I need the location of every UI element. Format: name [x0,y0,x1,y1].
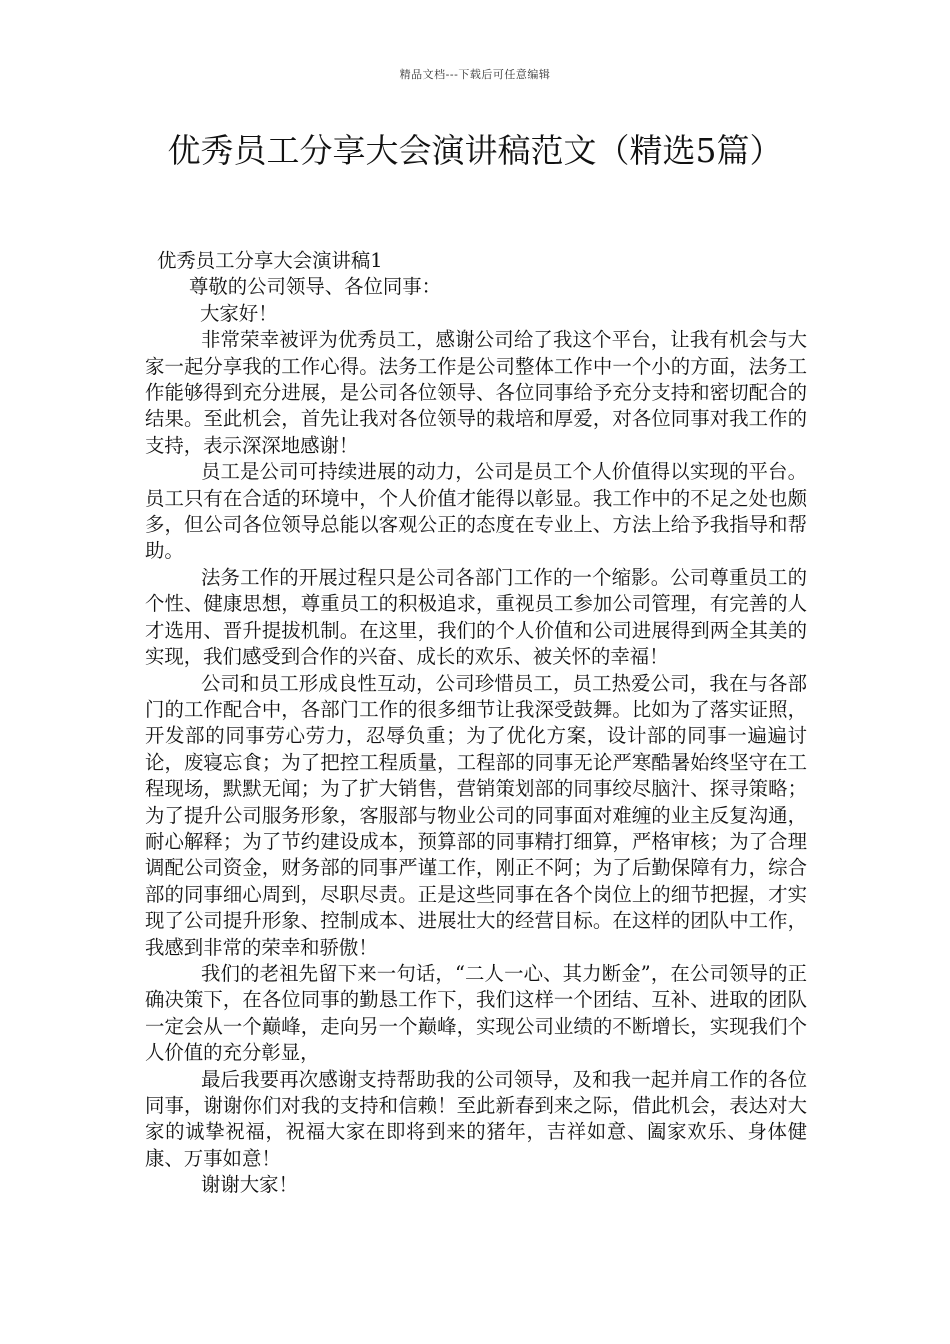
body-paragraph: 我们的老祖先留下来一句话，“二人一心、其力断金”，在公司领导的正确决策下，在各位同事的勤恳工作下，我们这样一个团结、互补、进取的团队一定会从一个巅峰，走向另一个巅峰，实现公司业绩的不断增长，实现我们个人价值的充分彰显， [145,961,807,1065]
body-paragraph: 公司和员工形成良性互动，公司珍惜员工，员工热爱公司，我在与各部门的工作配合中，各部门工作的很多细节让我深受鼓舞。比如为了落实证照，开发部的同事劳心劳力，忍辱负重；为了优化方案，设计部的同事一遍遍讨论，废寝忘食；为了把控工程质量，工程部的同事无论严寒酷暑始终坚守在工程现场，默默无闻；为了扩大销售，营销策划部的同事绞尽脑汁、探寻策略；为了提升公司服务形象，客服部与物业公司的同事面对难缠的业主反复沟通，耐心解释；为了节约建设成本，预算部的同事精打细算，严格审核；为了合理调配公司资金，财务部的同事严谨工作，刚正不阿；为了后勤保障有力，综合部的同事细心周到，尽职尽责。正是这些同事在各个岗位上的细节把握，才实现了公司提升形象、控制成本、进展壮大的经营目标。在这样的团队中工作，我感到非常的荣幸和骄傲！ [145,671,807,959]
body-paragraph: 员工是公司可持续进展的动力，公司是员工个人价值得以实现的平台。员工只有在合适的环境中，个人价值才能得以彰显。我工作中的不足之处也颇多，但公司各位领导总能以客观公正的态度在专业上、方法上给予我指导和帮助。 [145,460,807,563]
section-subheading: 优秀员工分享大会演讲稿1 [157,249,383,272]
document-title: 优秀员工分享大会演讲稿范文（精选5篇） [167,131,783,170]
header-note: 精品文档---下载后可任意编辑 [399,68,551,81]
document-body [145,248,807,1199]
closing-line: 谢谢大家！ [201,1173,298,1197]
body-paragraph: 非常荣幸被评为优秀员工，感谢公司给了我这个平台，让我有机会与大家一起分享我的工作心得。法务工作是公司整体工作中一个小的方面，法务工作能够得到充分进展，是公司各位领导、各位同事给予充分支持和密切配合的结果。至此机会，首先让我对各位领导的栽培和厚爱，对各位同事对我工作的支持，表示深深地感谢！ [145,328,807,457]
body-paragraph: 法务工作的开展过程只是公司各部门工作的一个缩影。公司尊重员工的个性、健康思想，尊重员工的积极追求，重视员工参加公司管理，有完善的人才选用、晋升提拔机制。在这里，我们的个人价值和公司进展得到两全其美的实现，我们感受到合作的兴奋、成长的欢乐、被关怀的幸福！ [145,565,807,669]
body-paragraph: 最后我要再次感谢支持帮助我的公司领导，及和我一起并肩工作的各位同事，谢谢你们对我的支持和信赖！至此新春到来之际，借此机会，表达对大家的诚挚祝福，祝福大家在即将到来的猪年，吉祥如意、阖家欢乐、身体健康、万事如意！ [145,1067,807,1170]
greeting: 大家好！ [200,301,278,325]
salutation: 尊敬的公司领导、各位同事： [189,275,442,299]
